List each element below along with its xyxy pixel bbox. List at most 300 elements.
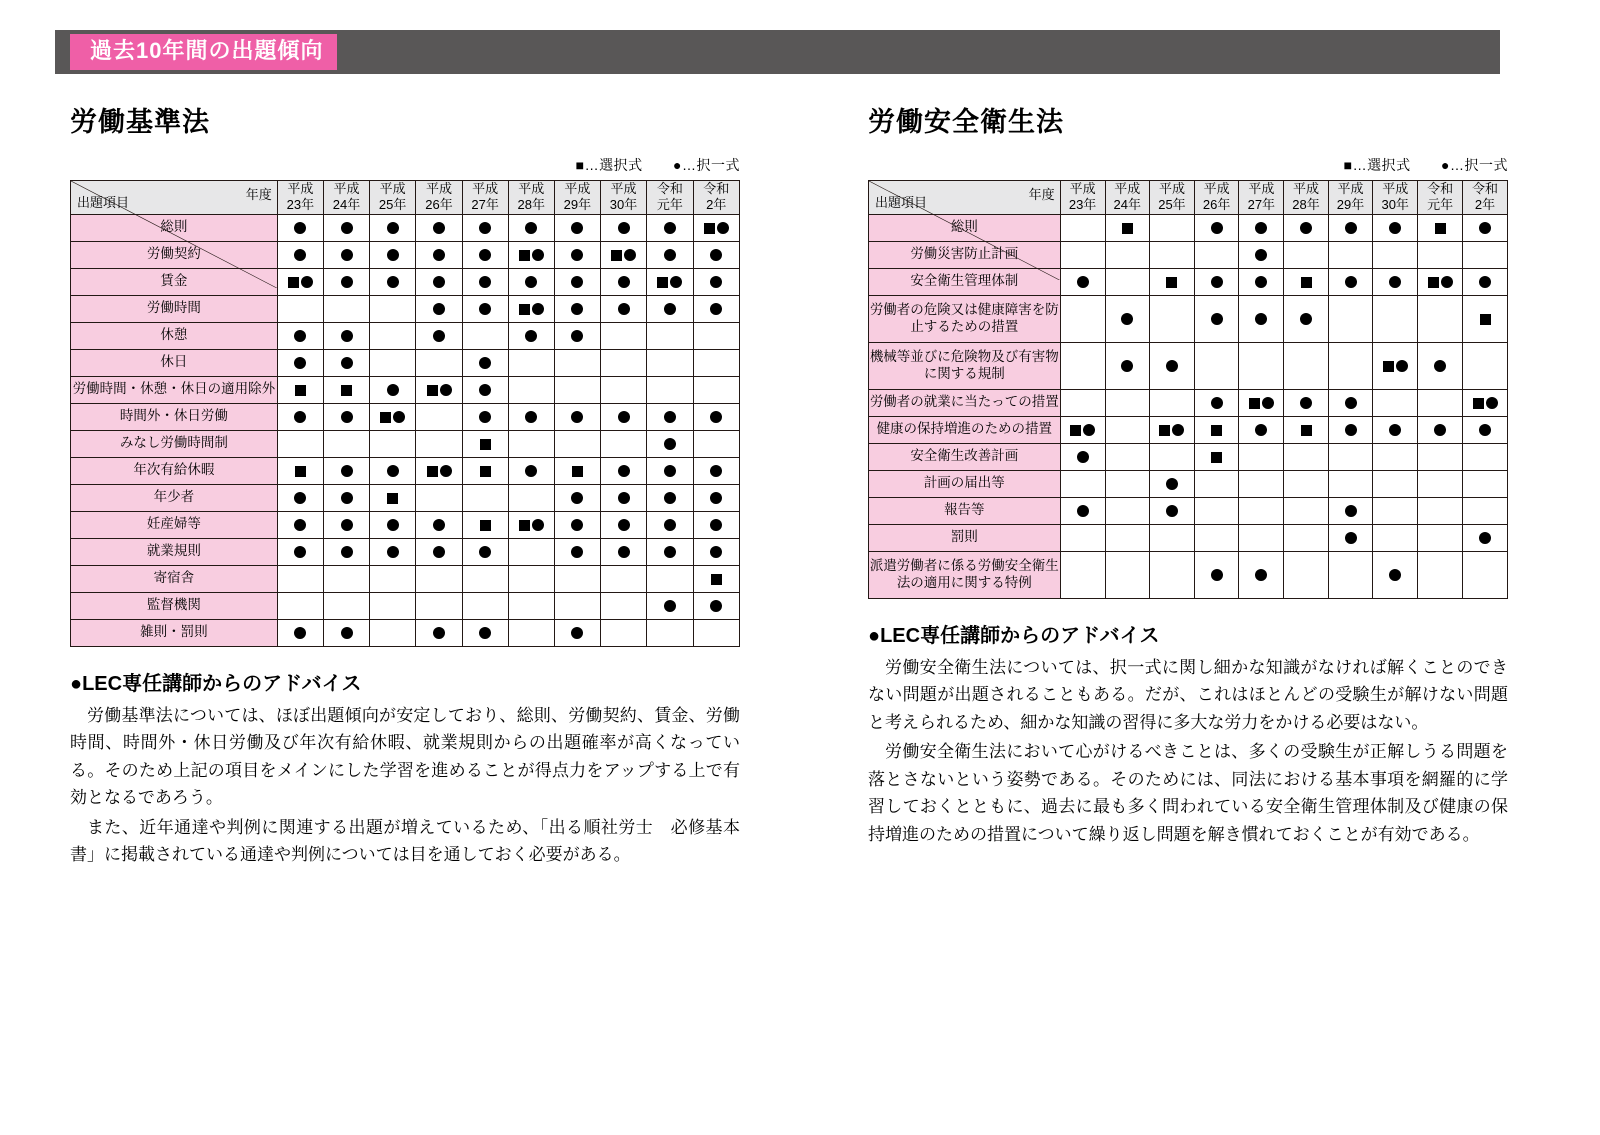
trend-cell [324, 511, 370, 538]
table-row [869, 342, 1508, 389]
trend-cell [1060, 443, 1105, 470]
choice-mark [1345, 532, 1357, 544]
select-mark [1480, 314, 1491, 325]
right-trend-table [868, 180, 1508, 599]
trend-cell [1239, 443, 1284, 470]
trend-cell [647, 592, 693, 619]
right-column [868, 100, 1508, 850]
select-mark [288, 277, 299, 288]
row-header-label: 安全衛生改善計画 [869, 443, 1061, 470]
trend-cell [1060, 389, 1105, 416]
trend-cell [1373, 416, 1418, 443]
trend-cell [324, 376, 370, 403]
left-section-title: 労働基準法 [70, 107, 210, 137]
trend-cell [1284, 551, 1329, 598]
trend-cell [600, 295, 646, 322]
trend-cell [277, 511, 323, 538]
trend-cell [462, 214, 508, 241]
trend-cell [508, 241, 554, 268]
choice-mark [479, 546, 491, 558]
choice-mark [1166, 360, 1178, 372]
trend-cell [1150, 551, 1195, 598]
choice-mark [1434, 424, 1446, 436]
trend-cell [554, 322, 600, 349]
choice-mark [710, 276, 722, 288]
choice-mark [1255, 276, 1267, 288]
trend-cell [369, 565, 415, 592]
choice-mark [618, 276, 630, 288]
choice-mark [664, 411, 676, 423]
select-mark [341, 385, 352, 396]
choice-mark [387, 276, 399, 288]
trend-cell [1060, 214, 1105, 241]
trend-cell [416, 511, 462, 538]
choice-mark [294, 492, 306, 504]
choice-mark [341, 627, 353, 639]
trend-cell [1194, 214, 1239, 241]
trend-cell [1284, 416, 1329, 443]
trend-cell [1418, 551, 1463, 598]
trend-cell [369, 430, 415, 457]
corner-year-label: 年度 [245, 187, 272, 202]
choice-mark [301, 276, 313, 288]
trend-cell [508, 214, 554, 241]
row-header-label: 労働者の就業に当たっての措置 [869, 389, 1061, 416]
table-row [71, 295, 740, 322]
trend-cell [416, 268, 462, 295]
trend-cell [1373, 214, 1418, 241]
trend-cell [554, 403, 600, 430]
trend-cell [1463, 295, 1508, 342]
trend-cell [462, 457, 508, 484]
year-column-header: 平成 29年 [1328, 181, 1373, 215]
choice-mark [1434, 360, 1446, 372]
trend-cell [508, 565, 554, 592]
trend-cell [1463, 342, 1508, 389]
trend-cell [324, 457, 370, 484]
choice-mark [710, 519, 722, 531]
choice-mark [1479, 276, 1491, 288]
choice-mark [1211, 313, 1223, 325]
trend-cell [1328, 389, 1373, 416]
trend-cell [693, 268, 739, 295]
choice-mark [670, 276, 682, 288]
trend-cell [1194, 524, 1239, 551]
trend-cell [554, 538, 600, 565]
trend-cell [369, 322, 415, 349]
table-row [71, 592, 740, 619]
row-header-label: 労働時間 [71, 295, 278, 322]
trend-cell [508, 457, 554, 484]
left-trend-table [70, 180, 740, 647]
trend-cell [600, 565, 646, 592]
trend-cell [1239, 241, 1284, 268]
trend-cell [1463, 470, 1508, 497]
year-column-header: 平成 29年 [554, 181, 600, 215]
trend-cell [1194, 443, 1239, 470]
select-mark [1435, 223, 1446, 234]
left-legend [70, 155, 740, 175]
trend-cell [1060, 241, 1105, 268]
trend-cell [1105, 443, 1150, 470]
choice-mark [664, 249, 676, 261]
row-header-label: 計画の届出等 [869, 470, 1061, 497]
choice-mark [664, 519, 676, 531]
select-mark [611, 250, 622, 261]
choice-mark [525, 276, 537, 288]
trend-cell [1150, 295, 1195, 342]
year-column-header: 平成 24年 [1105, 181, 1150, 215]
table-row [869, 416, 1508, 443]
table-row [71, 349, 740, 376]
trend-cell [554, 592, 600, 619]
trend-cell [1239, 551, 1284, 598]
trend-cell [554, 295, 600, 322]
trend-cell [1194, 497, 1239, 524]
choice-mark [479, 411, 491, 423]
row-header-label: 雑則・罰則 [71, 619, 278, 646]
year-column-header: 平成 26年 [1194, 181, 1239, 215]
choice-mark [525, 330, 537, 342]
trend-cell [647, 403, 693, 430]
trend-cell [600, 457, 646, 484]
choice-mark [1345, 424, 1357, 436]
choice-mark [433, 627, 445, 639]
trend-cell [1463, 214, 1508, 241]
choice-mark [664, 492, 676, 504]
trend-cell [1150, 443, 1195, 470]
trend-cell [647, 322, 693, 349]
select-mark [427, 466, 438, 477]
year-column-header: 平成 27年 [1239, 181, 1284, 215]
choice-mark [1211, 222, 1223, 234]
choice-mark [1211, 569, 1223, 581]
choice-mark [710, 492, 722, 504]
trend-cell [1284, 214, 1329, 241]
trend-cell [416, 538, 462, 565]
choice-mark [294, 357, 306, 369]
trend-cell [508, 295, 554, 322]
trend-cell [508, 538, 554, 565]
year-column-header: 平成 30年 [600, 181, 646, 215]
choice-mark [479, 303, 491, 315]
select-mark [480, 520, 491, 531]
trend-cell [1150, 470, 1195, 497]
trend-cell [1239, 470, 1284, 497]
trend-cell [693, 592, 739, 619]
trend-cell [1239, 268, 1284, 295]
choice-mark [1077, 451, 1089, 463]
choice-mark [1345, 505, 1357, 517]
choice-mark [479, 276, 491, 288]
trend-cell [324, 322, 370, 349]
right-table-wrapper [868, 180, 1508, 599]
trend-cell [508, 403, 554, 430]
trend-cell [324, 592, 370, 619]
trend-cell [647, 430, 693, 457]
select-mark [519, 520, 530, 531]
trend-cell [462, 376, 508, 403]
row-header-label: 休日 [71, 349, 278, 376]
trend-cell [1418, 416, 1463, 443]
choice-mark [294, 249, 306, 261]
choice-mark [618, 411, 630, 423]
right-section-title: 労働安全衛生法 [868, 107, 1064, 137]
trend-cell [1194, 470, 1239, 497]
choice-mark [1121, 313, 1133, 325]
trend-cell [1060, 551, 1105, 598]
year-column-header: 平成 25年 [1150, 181, 1195, 215]
choice-mark [1255, 569, 1267, 581]
trend-cell [416, 403, 462, 430]
choice-mark [479, 249, 491, 261]
choice-mark [571, 411, 583, 423]
table-row [869, 389, 1508, 416]
row-header-label: 年次有給休暇 [71, 457, 278, 484]
select-mark [1301, 425, 1312, 436]
trend-cell [1463, 268, 1508, 295]
trend-cell [647, 241, 693, 268]
trend-cell [1194, 268, 1239, 295]
choice-mark [440, 384, 452, 396]
trend-cell [1373, 443, 1418, 470]
year-column-header: 平成 24年 [324, 181, 370, 215]
trend-cell [1418, 389, 1463, 416]
row-header-label: 時間外・休日労働 [71, 403, 278, 430]
table-row [869, 470, 1508, 497]
trend-cell [693, 430, 739, 457]
choice-mark [479, 627, 491, 639]
trend-cell [600, 484, 646, 511]
trend-cell [1328, 268, 1373, 295]
table-row [71, 457, 740, 484]
trend-cell [554, 565, 600, 592]
choice-mark [341, 330, 353, 342]
trend-cell [554, 619, 600, 646]
trend-cell [1463, 241, 1508, 268]
trend-cell [277, 538, 323, 565]
choice-mark [571, 303, 583, 315]
trend-cell [554, 511, 600, 538]
choice-mark [571, 276, 583, 288]
table-row [71, 619, 740, 646]
choice-mark [571, 519, 583, 531]
trend-cell [1328, 524, 1373, 551]
trend-cell [693, 349, 739, 376]
left-advice-paragraph-2: また、近年通達や判例に関連する出題が増えているため、「出る順社労士 必修基本書」に掲載されている通達や判例については目を通しておく必要がある。 [70, 817, 740, 865]
trend-cell [462, 565, 508, 592]
trend-cell [1373, 389, 1418, 416]
trend-cell [1060, 268, 1105, 295]
trend-cell [1150, 497, 1195, 524]
trend-cell [1150, 214, 1195, 241]
trend-cell [1373, 551, 1418, 598]
trend-cell [462, 403, 508, 430]
row-header-label: 健康の保持増進のための措置 [869, 416, 1061, 443]
trend-cell [1328, 443, 1373, 470]
select-mark [1428, 277, 1439, 288]
trend-cell [1418, 470, 1463, 497]
trend-cell [647, 457, 693, 484]
trend-cell [1105, 416, 1150, 443]
trend-cell [416, 376, 462, 403]
row-header-label: 労働契約 [71, 241, 278, 268]
choice-mark [440, 465, 452, 477]
choice-mark [618, 465, 630, 477]
choice-mark [571, 627, 583, 639]
trend-cell [554, 430, 600, 457]
choice-mark [294, 627, 306, 639]
row-header-label: みなし労働時間制 [71, 430, 278, 457]
trend-cell [277, 457, 323, 484]
table-header-row [869, 181, 1508, 215]
year-column-header: 平成 27年 [462, 181, 508, 215]
trend-cell [1373, 295, 1418, 342]
trend-cell [647, 619, 693, 646]
select-mark [1383, 361, 1394, 372]
trend-cell [693, 565, 739, 592]
trend-cell [647, 538, 693, 565]
table-corner-header [71, 181, 278, 215]
table-row [71, 511, 740, 538]
trend-cell [600, 214, 646, 241]
trend-cell [1463, 389, 1508, 416]
trend-cell [508, 592, 554, 619]
trend-cell [277, 241, 323, 268]
trend-cell [369, 214, 415, 241]
choice-mark [1166, 478, 1178, 490]
trend-cell [416, 349, 462, 376]
choice-mark [571, 492, 583, 504]
trend-cell [1328, 214, 1373, 241]
trend-cell [1418, 443, 1463, 470]
trend-cell [1239, 389, 1284, 416]
trend-cell [1418, 241, 1463, 268]
trend-cell [1284, 389, 1329, 416]
choice-mark [387, 546, 399, 558]
trend-cell [554, 457, 600, 484]
trend-cell [1373, 470, 1418, 497]
choice-mark [1255, 249, 1267, 261]
trend-cell [554, 268, 600, 295]
trend-cell [369, 268, 415, 295]
trend-cell [1060, 295, 1105, 342]
trend-cell [600, 322, 646, 349]
trend-cell [647, 511, 693, 538]
row-header-label: 労働者の危険又は健康障害を防止するための措置 [869, 295, 1061, 342]
trend-cell [416, 565, 462, 592]
choice-mark [1211, 397, 1223, 409]
trend-cell [324, 295, 370, 322]
trend-cell [647, 565, 693, 592]
trend-cell [1418, 497, 1463, 524]
select-mark [295, 385, 306, 396]
trend-cell [508, 484, 554, 511]
choice-mark [1166, 505, 1178, 517]
choice-mark [1479, 424, 1491, 436]
year-column-header: 平成 25年 [369, 181, 415, 215]
trend-cell [693, 484, 739, 511]
trend-cell [324, 403, 370, 430]
select-mark [657, 277, 668, 288]
table-row [869, 443, 1508, 470]
choice-mark [479, 384, 491, 396]
year-column-header: 令和 2年 [1463, 181, 1508, 215]
choice-mark [1479, 222, 1491, 234]
row-header-label: 罰則 [869, 524, 1061, 551]
choice-mark [1077, 276, 1089, 288]
choice-mark [341, 519, 353, 531]
row-header-label: 総則 [869, 214, 1061, 241]
choice-mark [710, 546, 722, 558]
left-advice-paragraph-1: 労働基準法については、ほぼ出題傾向が安定しており、総則、労働契約、賃金、労働時間、時間外・休日労働及び年次有給休暇、就業規則からの出題確率が高くなっている。そのため上記の項目をメインにした学習を進めることが得点力をアップする上で有効となるであろう。 [70, 705, 740, 808]
trend-cell [277, 484, 323, 511]
select-mark [427, 385, 438, 396]
trend-cell [508, 349, 554, 376]
trend-cell [416, 430, 462, 457]
trend-cell [324, 349, 370, 376]
select-mark [1301, 277, 1312, 288]
choice-mark [433, 303, 445, 315]
choice-mark [341, 276, 353, 288]
trend-cell [462, 241, 508, 268]
select-mark [1159, 425, 1170, 436]
choice-mark [618, 303, 630, 315]
trend-cell [416, 592, 462, 619]
choice-mark [1262, 397, 1274, 409]
table-row [71, 376, 740, 403]
row-header-label: 安全衛生管理体制 [869, 268, 1061, 295]
trend-cell [369, 484, 415, 511]
select-mark [704, 223, 715, 234]
choice-mark [1083, 424, 1095, 436]
trend-cell [369, 241, 415, 268]
trend-cell [462, 511, 508, 538]
select-mark [1473, 398, 1484, 409]
choice-mark [1389, 569, 1401, 581]
legend-choice-label: ●…択一式 [673, 157, 740, 173]
choice-mark [710, 303, 722, 315]
trend-cell [600, 268, 646, 295]
trend-cell [277, 403, 323, 430]
trend-cell [1463, 497, 1508, 524]
choice-mark [710, 249, 722, 261]
choice-mark [1300, 313, 1312, 325]
choice-mark [618, 222, 630, 234]
choice-mark [1389, 424, 1401, 436]
trend-cell [462, 592, 508, 619]
choice-mark [525, 411, 537, 423]
row-header-label: 監督機関 [71, 592, 278, 619]
trend-cell [1373, 241, 1418, 268]
year-column-header: 平成 26年 [416, 181, 462, 215]
trend-cell [693, 376, 739, 403]
trend-cell [1328, 295, 1373, 342]
trend-cell [324, 268, 370, 295]
trend-cell [324, 241, 370, 268]
year-column-header: 平成 30年 [1373, 181, 1418, 215]
trend-cell [324, 214, 370, 241]
choice-mark [387, 384, 399, 396]
choice-mark [1255, 222, 1267, 234]
trend-cell [416, 457, 462, 484]
trend-cell [508, 268, 554, 295]
choice-mark [1345, 397, 1357, 409]
row-header-label: 労働災害防止計画 [869, 241, 1061, 268]
select-mark [387, 493, 398, 504]
table-row [71, 565, 740, 592]
row-header-label: 妊産婦等 [71, 511, 278, 538]
